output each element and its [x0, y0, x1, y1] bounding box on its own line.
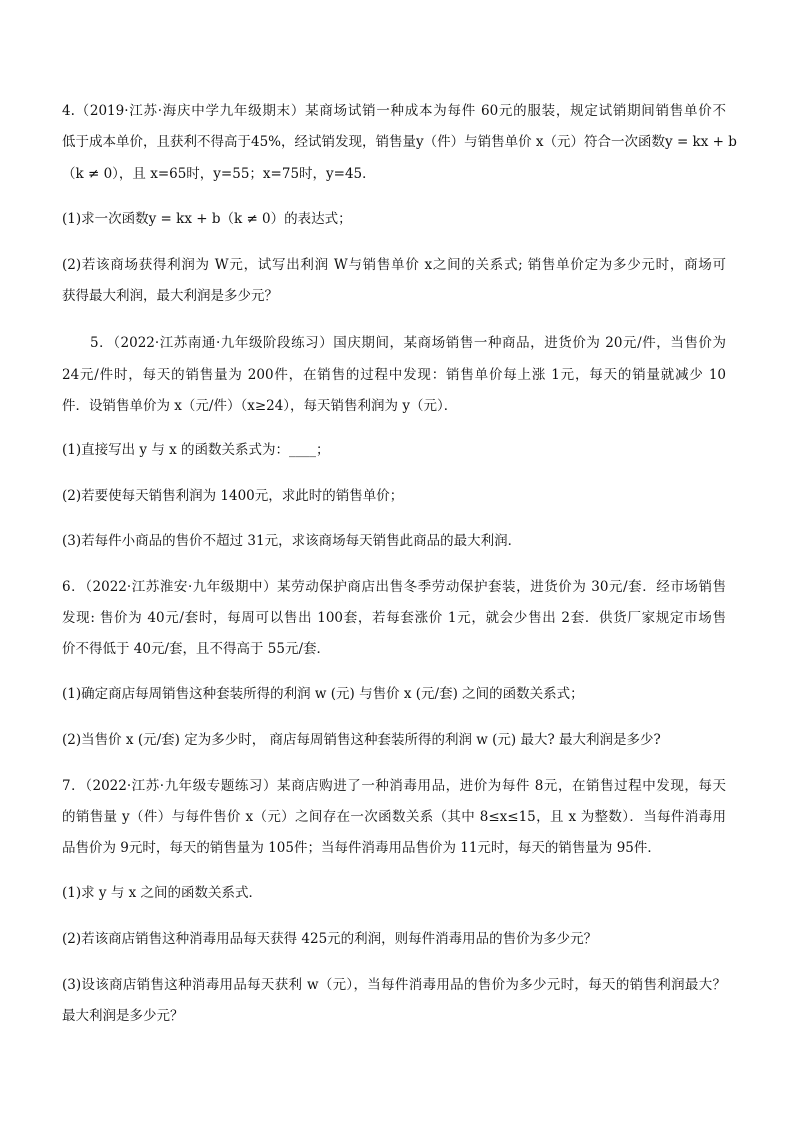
sub-question-3: (3)设该商店销售这种消毒用品每天获利 w（元），当每件消毒用品的售价为多少元时，每天的销售利润最大？ — [62, 977, 726, 993]
problem-text-line: 发现: 售价为 40元/套时，每周可以售出 100套，若每套涨价 1元，就会少售出 2套．供货厂家规定市场售 — [62, 610, 726, 626]
sub-question-1: (1)确定商店每周销售这种套装所得的利润 w (元) 与售价 x (元/套) 之间的函数关系式； — [62, 686, 584, 702]
problem-text-line: 的销售量 y（件）与每件售价 x（元）之间存在一次函数关系（其中 8≤x≤15，且 x 为整数）．当每件消毒用 — [62, 809, 726, 825]
sub-question-1: (1)直接写出 y 与 x 的函数关系式为：____； — [62, 442, 330, 458]
problem-text-line: （k ≠ 0），且 x=65时，y=55；x=75时，y=45． — [62, 166, 376, 182]
problem-text-line: 价不得低于 40元/套，且不得高于 55元/套． — [62, 641, 331, 657]
sub-question-2: (2)若该商场获得利润为 W元，试写出利润 W与销售单价 x之间的关系式; 销售单价定为多少元时，商场可 — [62, 257, 726, 273]
sub-question-2: (2)若该商店销售这种消毒用品每天获得 425元的利润，则每件消毒用品的售价为多少元？ — [62, 931, 598, 947]
problem-text-line: 件．设销售单价为 x（元/件）（x≥24），每天销售利润为 y（元）． — [62, 398, 458, 414]
problem-text-line: 5．（2022·江苏南通·九年级阶段练习）国庆期间，某商场销售一种商品，进货价为 20元/件，当售价为 — [90, 335, 726, 351]
problem-text-line: 低于成本单价，且获利不得高于45%，经试销发现，销售量y（件）与销售单价 x（元）符合一次函数y = kx + b — [62, 134, 737, 150]
problem-text-line: 品售价为 9元时，每天的销售量为 105件；当每件消毒用品售价为 11元时，每天的销售量为 95件． — [62, 840, 661, 856]
sub-question-2-cont: 获得最大利润，最大利润是多少元？ — [62, 288, 278, 304]
sub-question-3-cont: 最大利润是多少元？ — [62, 1008, 184, 1024]
sub-question-3: (3)若每件小商品的售价不超过 31元，求该商场每天销售此商品的最大利润． — [62, 533, 522, 549]
sub-question-1: (1)求一次函数y = kx + b（k ≠ 0）的表达式； — [62, 211, 352, 227]
problem-text-line: 6．（2022·江苏淮安·九年级期中）某劳动保护商店出售冬季劳动保护套装，进货价为 30元/套．经市场销售 — [62, 579, 726, 595]
problem-text-line: 4.（2019·江苏·海庆中学九年级期末）某商场试销一种成本为每件 60元的服装，规定试销期间销售单价不 — [62, 103, 726, 119]
problem-text-line: 7．（2022·江苏·九年级专题练习）某商店购进了一种消毒用品，进价为每件 8元，在销售过程中发现，每天 — [62, 778, 726, 794]
sub-question-2: (2)当售价 x (元/套) 定为多少时， 商店每周销售这种套装所得的利润 w (元) 最大? 最大利润是多少? — [62, 732, 661, 748]
problem-text-line: 24元/件时，每天的销售量为 200件，在销售的过程中发现：销售单价每上涨 1元，每天的销量就减少 10 — [62, 367, 726, 383]
sub-question-1: (1)求 y 与 x 之间的函数关系式． — [62, 885, 263, 901]
sub-question-2: (2)若要使每天销售利润为 1400元，求此时的销售单价； — [62, 488, 404, 504]
